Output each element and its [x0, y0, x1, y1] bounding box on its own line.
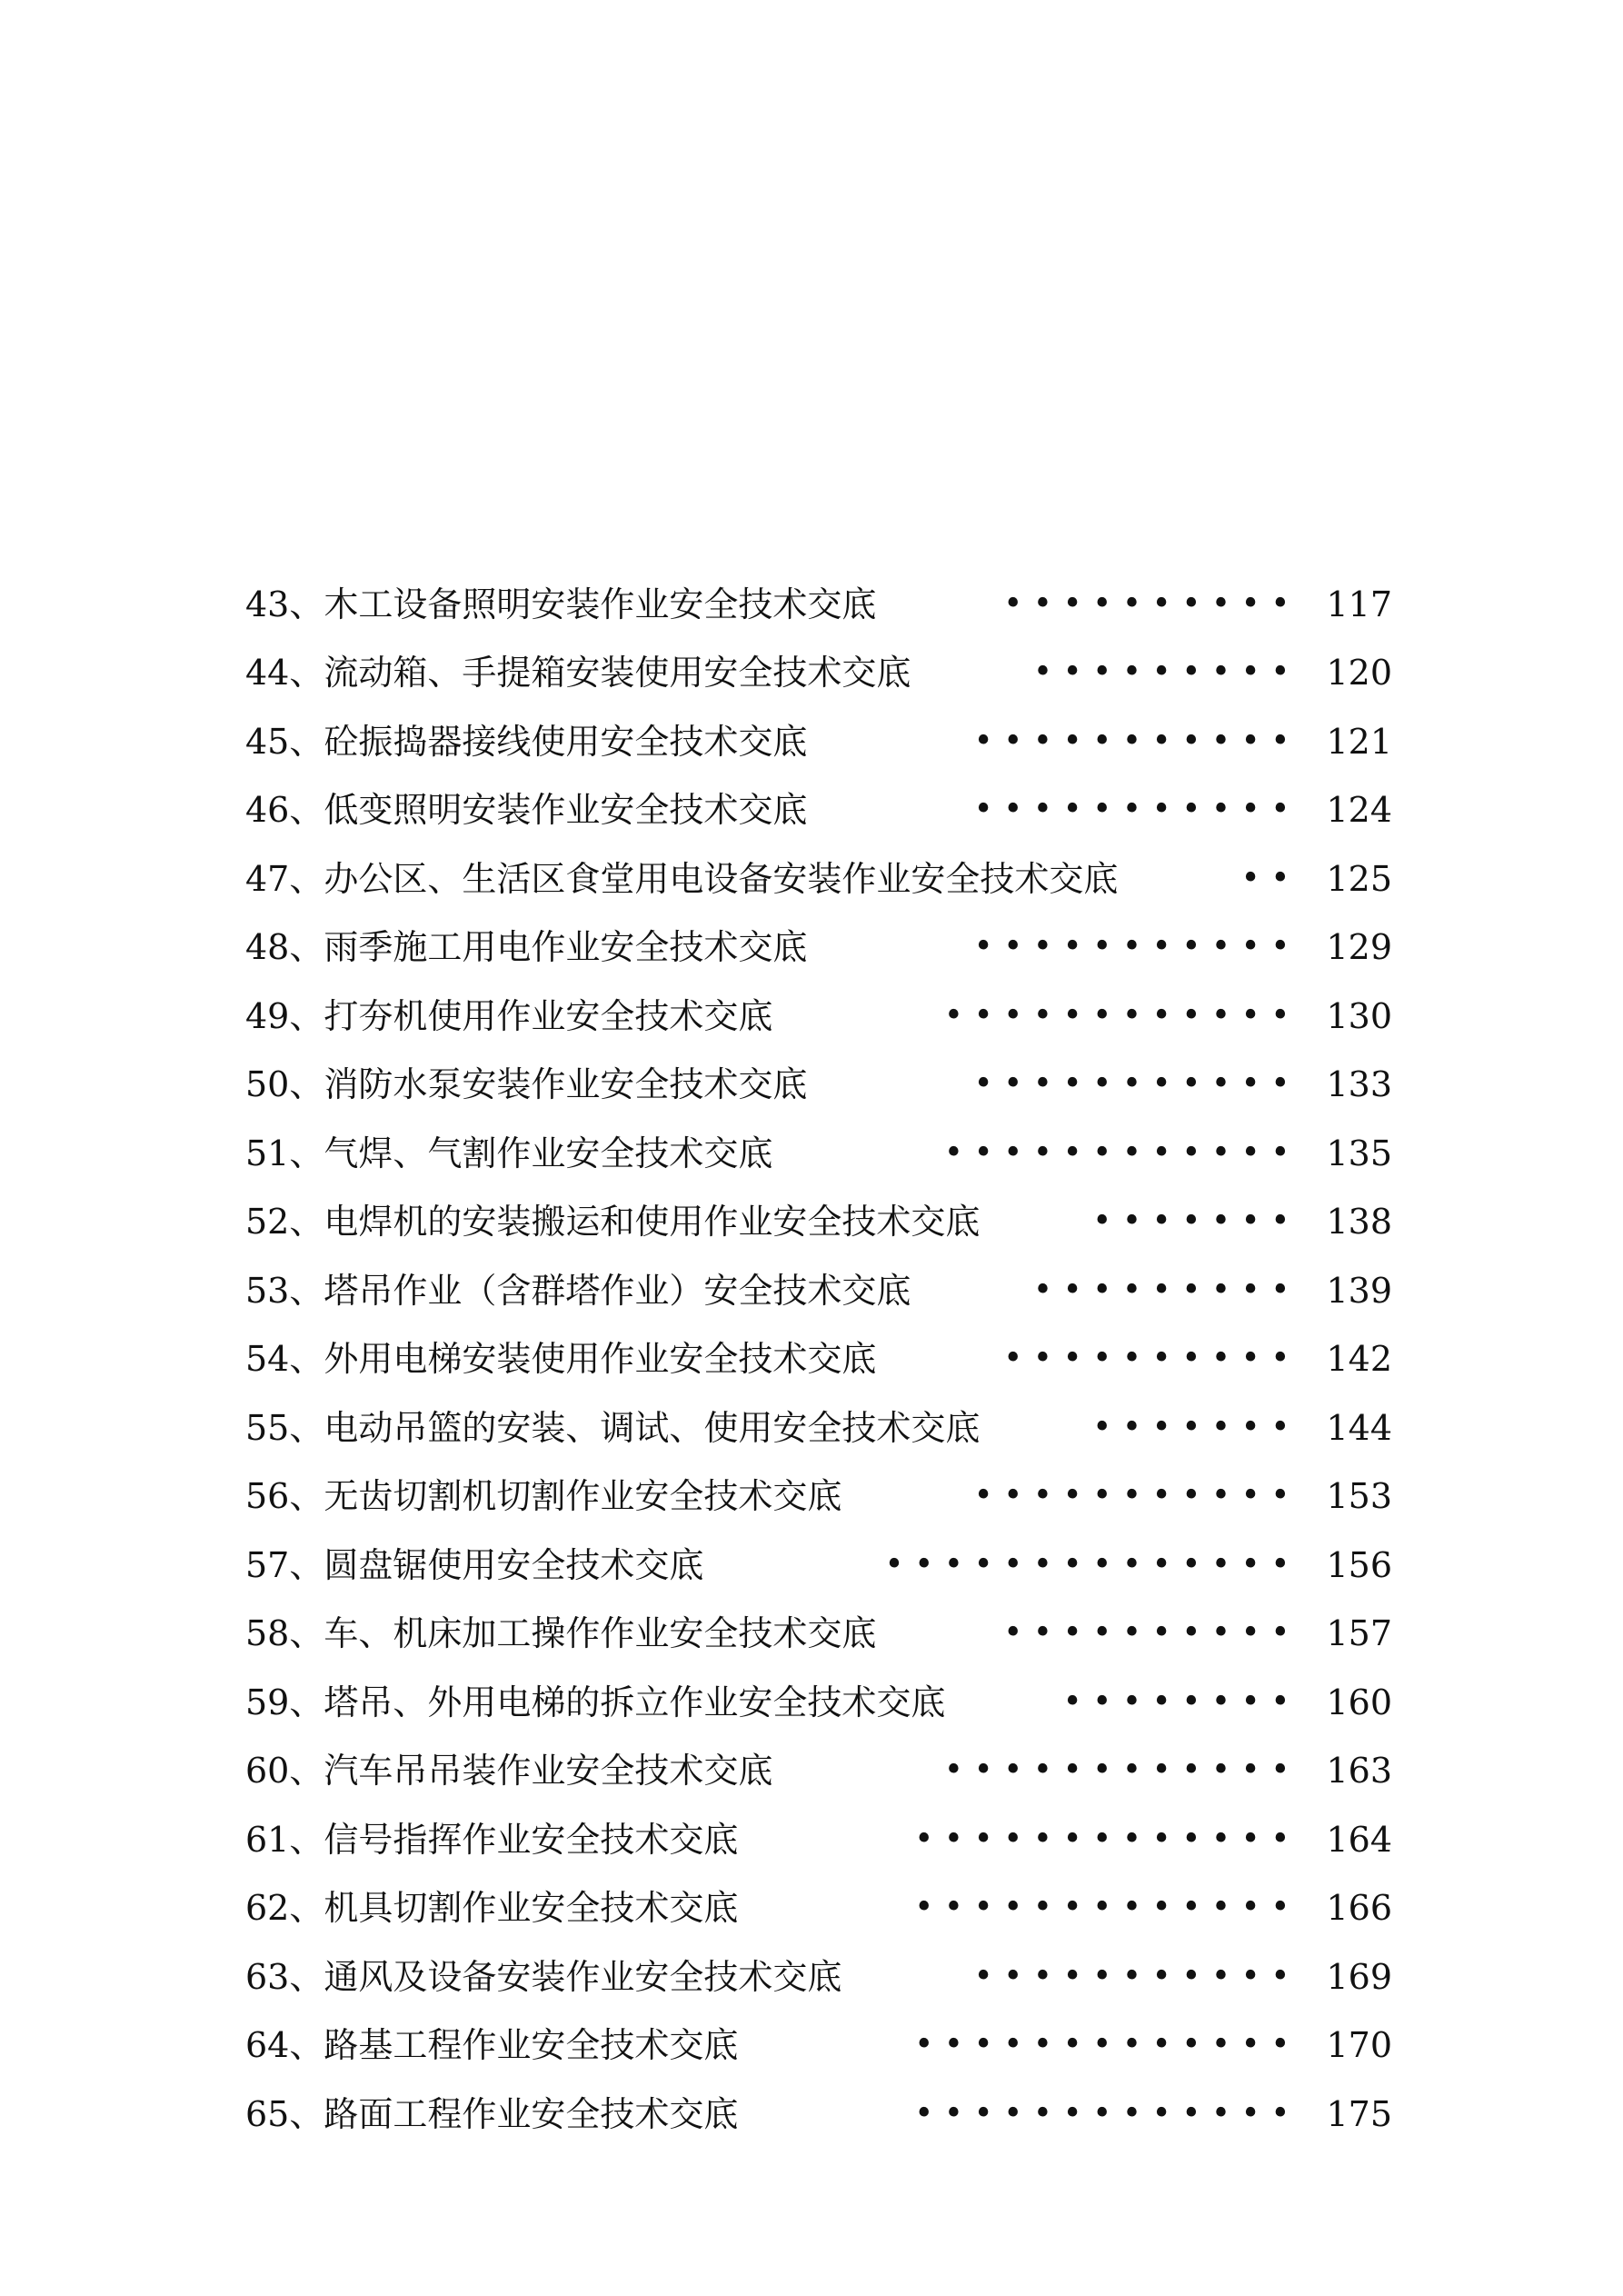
toc-entry[interactable] [245, 1256, 1392, 1325]
toc-dot-leader: • • • • • • • [1092, 1205, 1290, 1239]
toc-entry-title: 54、外用电梯安装使用作业安全技术交底 [245, 1339, 877, 1380]
toc-entry[interactable] [245, 639, 1392, 708]
toc-dot-leader: • • • • • • • • • • • • [943, 1136, 1290, 1170]
toc-dot-leader: • • • • • • • • • • • • • [914, 2097, 1290, 2131]
toc-entry[interactable] [245, 1942, 1392, 2011]
toc-page-number: 163 [1326, 1751, 1392, 1792]
toc-entry[interactable] [245, 776, 1392, 845]
toc-entry-title: 59、塔吊、外用电梯的拆立作业安全技术交底 [245, 1682, 946, 1722]
toc-entry-title: 47、办公区、生活区食堂用电设备安装作业安全技术交底 [245, 858, 1119, 899]
toc-entry-title: 43、木工设备照明安装作业安全技术交底 [245, 584, 877, 624]
toc-entry[interactable] [245, 2011, 1392, 2081]
toc-entry-title: 57、圆盘锯使用安全技术交底 [245, 1544, 704, 1585]
toc-entry[interactable] [245, 570, 1392, 639]
toc-entry-title: 44、流动箱、手提箱安装使用安全技术交底 [245, 653, 911, 694]
toc-entry[interactable] [245, 1531, 1392, 1600]
toc-page-number: 157 [1326, 1613, 1392, 1654]
toc-dot-leader: • • • • • • • • • • • [973, 724, 1290, 758]
toc-entry-title: 51、气焊、气割作业安全技术交底 [245, 1133, 773, 1173]
toc-entry-title: 60、汽车吊吊装作业安全技术交底 [245, 1751, 773, 1792]
toc-dot-leader: • • • • • • • • • • [1003, 1343, 1290, 1376]
toc-page-number: 135 [1326, 1133, 1392, 1173]
toc-page-number: 120 [1326, 653, 1392, 694]
toc-page-number: 117 [1326, 584, 1392, 624]
toc-dot-leader: • • • • • • • [1092, 1411, 1290, 1444]
toc-dot-leader: • • • • • • • • • • • • • [914, 1822, 1290, 1856]
toc-dot-leader: • • • • • • • • • [1032, 1273, 1290, 1307]
toc-entry-title: 49、打夯机使用作业安全技术交底 [245, 995, 773, 1036]
toc-page-number: 156 [1326, 1544, 1392, 1585]
toc-entry-title: 55、电动吊篮的安装、调试、使用安全技术交底 [245, 1407, 981, 1448]
toc-entry-title: 58、车、机床加工操作作业安全技术交底 [245, 1613, 877, 1654]
toc-page-number: 170 [1326, 2025, 1392, 2066]
toc-page-number: 166 [1326, 1888, 1392, 1929]
toc-entry[interactable] [245, 913, 1392, 983]
toc-page-number: 169 [1326, 1956, 1392, 1997]
toc-dot-leader: • • • • • • • • • • • • [943, 999, 1290, 1033]
toc-page-number: 121 [1326, 721, 1392, 762]
toc-dot-leader: • • • • • • • • • • • [973, 1960, 1290, 1993]
toc-page-number: 153 [1326, 1476, 1392, 1517]
toc-dot-leader: • • • • • • • • • • • [973, 794, 1290, 827]
toc-entry[interactable] [245, 2080, 1392, 2149]
toc-dot-leader: • • • • • • • • • [1032, 656, 1290, 690]
toc-page-number: 138 [1326, 1202, 1392, 1243]
toc-dot-leader: • • • • • • • • • • [1003, 587, 1290, 621]
toc-entry[interactable] [245, 1188, 1392, 1257]
toc-entry-title: 50、消防水泵安装作业安全技术交底 [245, 1064, 808, 1105]
toc-entry[interactable] [245, 1462, 1392, 1532]
toc-dot-leader: • • [1240, 862, 1290, 895]
toc-entry[interactable] [245, 1737, 1392, 1806]
toc-entry-title: 63、通风及设备安装作业安全技术交底 [245, 1956, 842, 1997]
toc-entry[interactable] [245, 1874, 1392, 1943]
toc-dot-leader: • • • • • • • • • • • [973, 1480, 1290, 1513]
toc-page-number: 125 [1326, 858, 1392, 899]
toc-dot-leader: • • • • • • • • • • [1003, 1617, 1290, 1651]
toc-dot-leader: • • • • • • • • • • • • • [914, 1892, 1290, 1925]
toc-page-number: 142 [1326, 1339, 1392, 1380]
toc-dot-leader: • • • • • • • • • • • [973, 1068, 1290, 1102]
toc-page-number: 139 [1326, 1270, 1392, 1311]
toc-entry[interactable] [245, 982, 1392, 1051]
toc-page-number: 144 [1326, 1407, 1392, 1448]
toc-dot-leader: • • • • • • • • [1062, 1685, 1290, 1719]
toc-entry-title: 52、电焊机的安装搬运和使用作业安全技术交底 [245, 1202, 981, 1243]
toc-entry[interactable] [245, 844, 1392, 913]
table-of-contents [245, 570, 1392, 2149]
toc-entry-title: 53、塔吊作业（含群塔作业）安全技术交底 [245, 1270, 911, 1311]
toc-entry-title: 64、路基工程作业安全技术交底 [245, 2025, 739, 2066]
toc-entry[interactable] [245, 1600, 1392, 1669]
toc-dot-leader: • • • • • • • • • • • • • • [884, 1548, 1290, 1582]
toc-page-number: 124 [1326, 790, 1392, 831]
toc-entry[interactable] [245, 1805, 1392, 1874]
toc-entry-title: 46、低变照明安装作业安全技术交底 [245, 790, 808, 831]
toc-page-number: 164 [1326, 1819, 1392, 1860]
toc-page-number: 129 [1326, 927, 1392, 968]
toc-entry-title: 62、机具切割作业安全技术交底 [245, 1888, 739, 1929]
toc-entry[interactable] [245, 1393, 1392, 1462]
toc-entry-title: 61、信号指挥作业安全技术交底 [245, 1819, 739, 1860]
toc-dot-leader: • • • • • • • • • • • • [943, 1754, 1290, 1788]
toc-dot-leader: • • • • • • • • • • • [973, 931, 1290, 964]
toc-entry[interactable] [245, 1325, 1392, 1394]
toc-entry[interactable] [245, 1119, 1392, 1188]
toc-entry-title: 48、雨季施工用电作业安全技术交底 [245, 927, 808, 968]
toc-entry-title: 45、砼振捣器接线使用安全技术交底 [245, 721, 808, 762]
toc-entry[interactable] [245, 1668, 1392, 1737]
toc-page-number: 160 [1326, 1682, 1392, 1722]
toc-entry-title: 65、路面工程作业安全技术交底 [245, 2093, 739, 2134]
toc-dot-leader: • • • • • • • • • • • • • [914, 2029, 1290, 2062]
toc-page-number: 130 [1326, 995, 1392, 1036]
toc-entry[interactable] [245, 1051, 1392, 1120]
toc-page-number: 133 [1326, 1064, 1392, 1105]
toc-entry-title: 56、无齿切割机切割作业安全技术交底 [245, 1476, 842, 1517]
toc-page-number: 175 [1326, 2093, 1392, 2134]
toc-entry[interactable] [245, 707, 1392, 776]
